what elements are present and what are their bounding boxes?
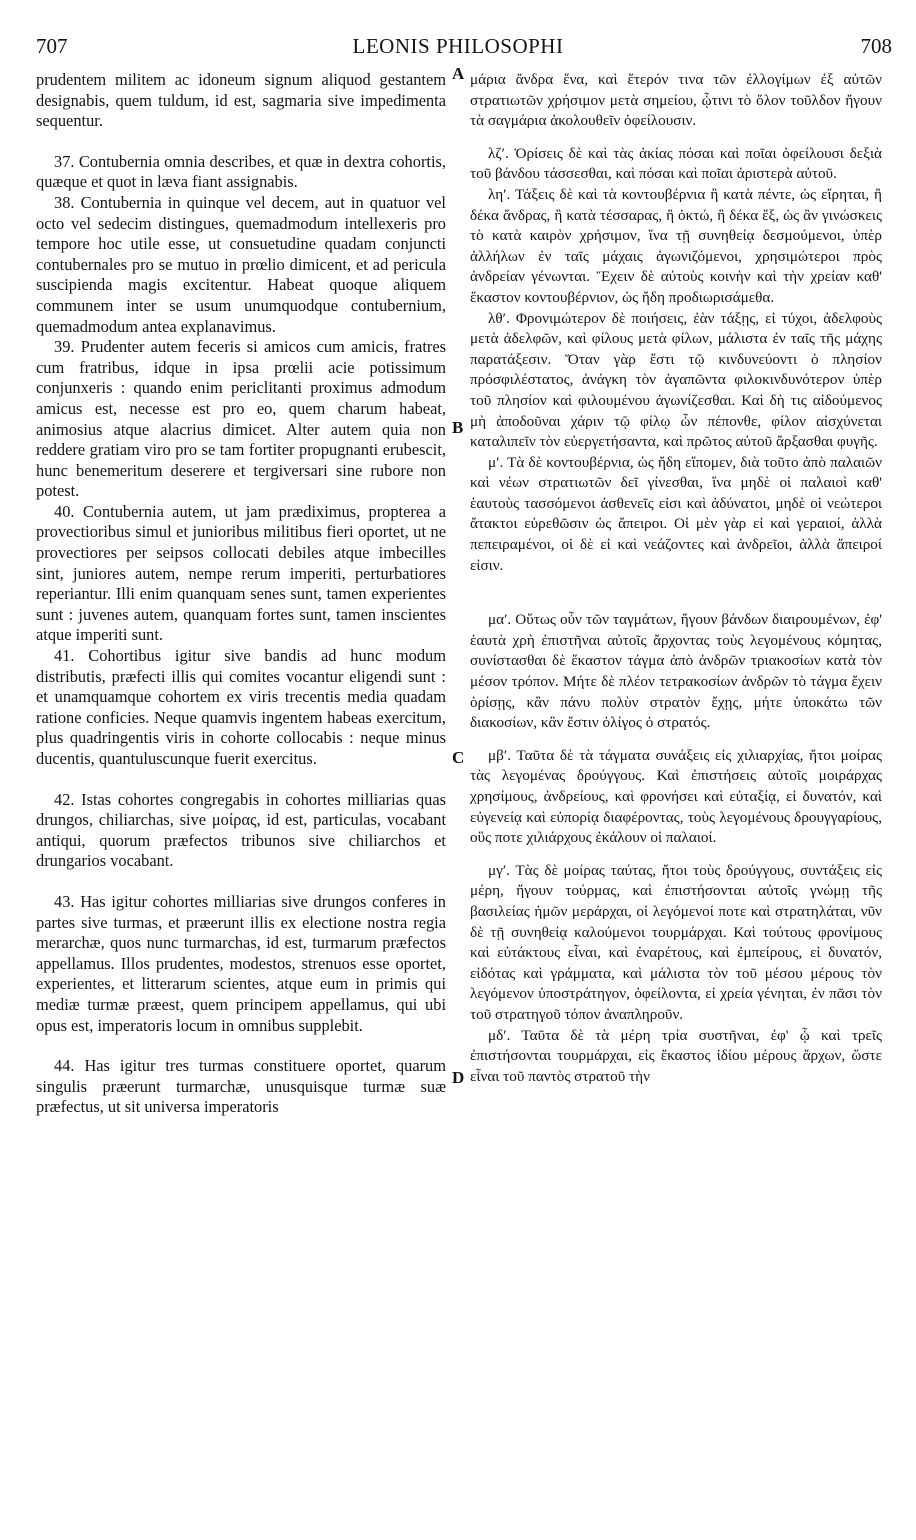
page-header [0, 0, 916, 70]
latin-paragraph: 38. Contubernia in quinque vel decem, aut in quatuor vel octo vel sedecim distingues, quemadmodum intellexeris pro tempore hoc utile esse, ut consuetudine quadam conjuncti contubernales pro se mutuo in prœlio dimicent, et ad pericula suscipienda magis excitentur. Habeat quoque aliquem communem inter se usum unumquodque contubernium, quemadmodum antea explanavimus. [36, 192, 446, 336]
latin-paragraph: 40. Contubernia autem, ut jam prædiximus, propterea a provectioribus simul et junioribus militibus fieri oportet, ut ne provectiores per seipsos collocati debiles atque imbecilles sint, juniores autem, nempe rerum imperiti, perturbatiores reperiantur. Illi enim quanquam senes sunt, tamen experientes sunt : juvenes autem, quanquam fortes sunt, tamen inscientes atque imperiti sunt. [36, 501, 446, 645]
right-page-number: 708 [860, 34, 892, 58]
latin-paragraph: 39. Prudenter autem feceris si amicos cum amicis, fratres cum fratribus, idque in ipsa prœlii acie potissimum conjunxeris : quando enim periclitanti proximus admodum amicus est, necesse est pro eo, quem charum habeat, animosius atque alacrius dimicet. Alter autem quia non reddere gratiam viro pro se tam fortiter propugnanti erubescit, hunc benemeritum deserere et tergiversari sine rubore non potest. [36, 337, 446, 501]
greek-paragraph: μάρια ἄνδρα ἕνα, καὶ ἕτερόν τινα τῶν ἐλλογίμων ἐξ αὐτῶν στρατιωτῶν χρήσιμον μετὰ σημείου, ᾧτινι τὸ ὅλον τοῦλδον ἤγουν τὰ σαγμάρια ἀκολουθεῖν ὀφείλουσιν. [470, 71, 882, 130]
section-marker-c: C [452, 748, 465, 767]
running-title: LEONIS PHILOSOPHI [352, 34, 564, 58]
latin-paragraph: 43. Has igitur cohortes milliarias sive drungos conferes in partes sive turmas, et præerunt illis ex electione nostra regia merarchæ, quos nunc turmarchas, id est, turmarum præfectos appellamus. Illos prudentes, modestos, strenuos esse oportet, experientes, et litterarum scientes, atque eum in primis qui mediæ turmæ præest, quem principem appellamus, qui ubi opus est, imperatoris locum in omnibus supplebit. [36, 891, 446, 1035]
section-marker-d: D [452, 1068, 465, 1087]
left-page-number: 707 [36, 34, 68, 58]
latin-paragraph: 41. Cohortibus igitur sive bandis ad hunc modum distributis, præfecti illis qui comites vocantur eligendi sunt : et unamquamque cohortem ex viris trecentis media quadam ratione conficies. Neque quamvis ingentem habeas exercitum, plus quadringentis viris in cohorte collocabis : neque minus ducentis, quantuluscunque fuerit exercitus. [36, 646, 446, 768]
latin-paragraph: 37. Contubernia omnia describes, et quæ in dextra cohortis, quæque et quot in læva fiant assignabis. [36, 151, 446, 192]
greek-paragraph: λζʹ. Ὁρίσεις δὲ καὶ τὰς ἀκίας πόσαι καὶ ποῖαι ὀφείλουσι δεξιὰ τοῦ βάνδου τάσσεσθαι, καὶ πόσαι καὶ ποῖαι ἀριστερὰ αὐτοῦ. [470, 144, 882, 183]
section-marker-a: A [452, 64, 465, 83]
latin-column [36, 70, 446, 1524]
greek-paragraph: μδʹ. Ταῦτα δὲ τὰ μέρη τρία συστῆναι, ἐφ' ᾧ καὶ τρεῖς ἐπιστήσονται τουρμάρχαι, εἰς ἕκαστος ἰδίου μέρους ἄρχων, ὥστε εἶναι τοῦ παντὸς στρατοῦ τὴν [470, 1026, 882, 1085]
greek-paragraph: λθʹ. Φρονιμώτερον δὲ ποιήσεις, ἐὰν τάξῃς, εἰ τύχοι, ἀδελφοὺς μετὰ ἀδελφῶν, καὶ φίλους μετὰ φίλων, μάλιστα ἐν ταῖς τῆς μάχης παρατάξεσιν. Ὅταν γὰρ ἔστι τῷ κινδυνεύοντι ὁ πλησίον πρόσφιλέστατος, ἀνάγκη τὸν ἀγαπῶντα φιλοκινδυνότερον ὑπὲρ τοῦ πλησίον καὶ φιλουμένου ἀγωνίζεσθαι. Καὶ δὴ τις αἰδούμενος μὴ ἀποδοῦναι χάριν τῷ φίλῳ ὧν πέπονθε, φίλον αἰσχύνεται καταλιπεῖν τὸν εὐεργετήσαντα, καὶ πρῶτος αὐτοῦ ἄρξασθαι φυγῆς. [470, 309, 882, 451]
greek-paragraph: μʹ. Τὰ δὲ κοντουβέρνια, ὡς ἤδη εἴπομεν, διὰ τοῦτο ἀπὸ παλαιῶν καὶ νέων στρατιωτῶν δεῖ γίνεσθαι, ἵνα μηδὲ οἱ παλαιοὶ καθ' ἑαυτοὺς τασσόμενοι ἀσθενεῖς εἰσι καὶ ἀδύνατοι, μηδὲ οἱ νεώτεροι ἄτακτοι εὑρεθῶσιν ὡς ἄπειροι. Οἱ μὲν γὰρ εἰ καὶ γεραιοί, ἀλλὰ πεπειραμένοι, οἱ δὲ εἰ καὶ νεάζοντες καὶ ἀνδρεῖοι, ἀλλὰ ἄπειροί εἰσιν. [470, 453, 882, 574]
greek-paragraph: μβʹ. Ταῦτα δὲ τὰ τάγματα συνάξεις εἰς χιλιαρχίας, ἤτοι μοίρας τὰς λεγομένας δρούγγους. Καὶ ἐπιστήσεις αὐτοῖς μοιράρχας χρησίμους, ἀνδρείους, καὶ φρονήσει καὶ εὐταξίᾳ, εἰ δυνατόν, καὶ εὐγενείᾳ καὶ εὐπορίᾳ διαφέροντας, τοὺς λεγομένους δρουγγαρίους, οὓς ποτε χιλιάρχους ἐκάλουν οἱ παλαιοί. [470, 746, 882, 847]
latin-paragraph: 44. Has igitur tres turmas constituere oportet, quarum singulis præerunt turmarchæ, unusquisque turmæ suæ præfectus, ut sit universa imperatoris [36, 1056, 446, 1117]
section-marker-b: B [452, 418, 464, 437]
greek-paragraph: μαʹ. Οὕτως οὖν τῶν ταγμάτων, ἤγουν βάνδων διαιρουμένων, ἐφ' ἑαυτὰ χρὴ ἐπιστῆναι αὐτοῖς ἄρχοντας τοὺς λεγομένους κόμητας, συνίστασθαι δὲ ἕκαστον τάγμα ἀπὸ ἀνδρῶν τριακοσίων κατὰ τὸν μέσον τρόπον. Μήτε δὲ πλέον τετρακοσίων ἀνδρῶν τὸ τάγμα ἔχειν ὁρίσῃς, κἂν πάνυ πολὺν στρατὸν ἔχῃς, μήτε ὑποκάτω τῶν διακοσίων, κἂν ἔστιν ὀλίγος ὁ στρατός. [470, 611, 882, 732]
latin-paragraph: prudentem militem ac idoneum signum aliquod gestantem designabis, quem tuldum, id est, sagmaria sive impedimenta sequentur. [36, 70, 446, 131]
greek-column [470, 70, 882, 1524]
greek-paragraph: μγʹ. Τὰς δὲ μοίρας ταύτας, ἤτοι τοὺς δρούγγους, συντάξεις εἰς μέρη, ἤγουν τούρμας, καὶ ἐπιστήσονται αὐτοῖς γνώμῃ τῆς βασιλείας ἡμῶν μεράρχαι, οἱ λεγόμενοί ποτε καὶ στρατηλάται, νῦν δὲ τῇ συνηθείᾳ καλούμενοι τουρμάρχαι. Καὶ τούτους φρονίμους καὶ εὐτάκτους εἶναι, καὶ ἐναρέτους, καὶ ἐμπείρους, εἰ δυνατόν, εἰδότας καὶ γράμματα, καὶ μάλιστα τὸν τοῦ μέσου μέρους τὸν λεγόμενον ὑποστράτηγον, ὀφείλοντα, εἰ χρεία γένηται, ἐν πᾶσι τὸν τοῦ στρατηγοῦ τόπον ἀναπληροῦν. [470, 861, 882, 1023]
greek-paragraph: ληʹ. Τάξεις δὲ καὶ τὰ κοντουβέρνια ἢ κατὰ πέντε, ὡς εἴρηται, ἢ δέκα ἄνδρας, ἢ κατὰ τέσσαρας, ἢ ὀκτώ, ἢ δέκα ἕξ, ὡς ἂν γινώσκεις τὸ κατὰ καιρὸν χρήσιμον, ἵνα τῇ συνηθείᾳ δεσμούμενοι, ὑπὲρ ἀλλήλων ἐν ταῖς μάχαις ἀγωνιζόμενοι, χρησιμώτεροι πρὸς ἀνδρείαν γένωνται. Ἔχειν δὲ αὐτοὺς κοινὴν καὶ τὴν χρείαν καθ' ἕκαστον κοντουβέρνιον, ὡς ἤδη προδιωρισάμεθα. [470, 185, 882, 306]
latin-paragraph: 42. Istas cohortes congregabis in cohortes milliarias quas drungos, chiliarchas, sive μοίρας, id est, particulas, vocabant antiqui, quorum præfectos tribunos sive chiliarchos et drungarios vocabant. [36, 789, 446, 871]
